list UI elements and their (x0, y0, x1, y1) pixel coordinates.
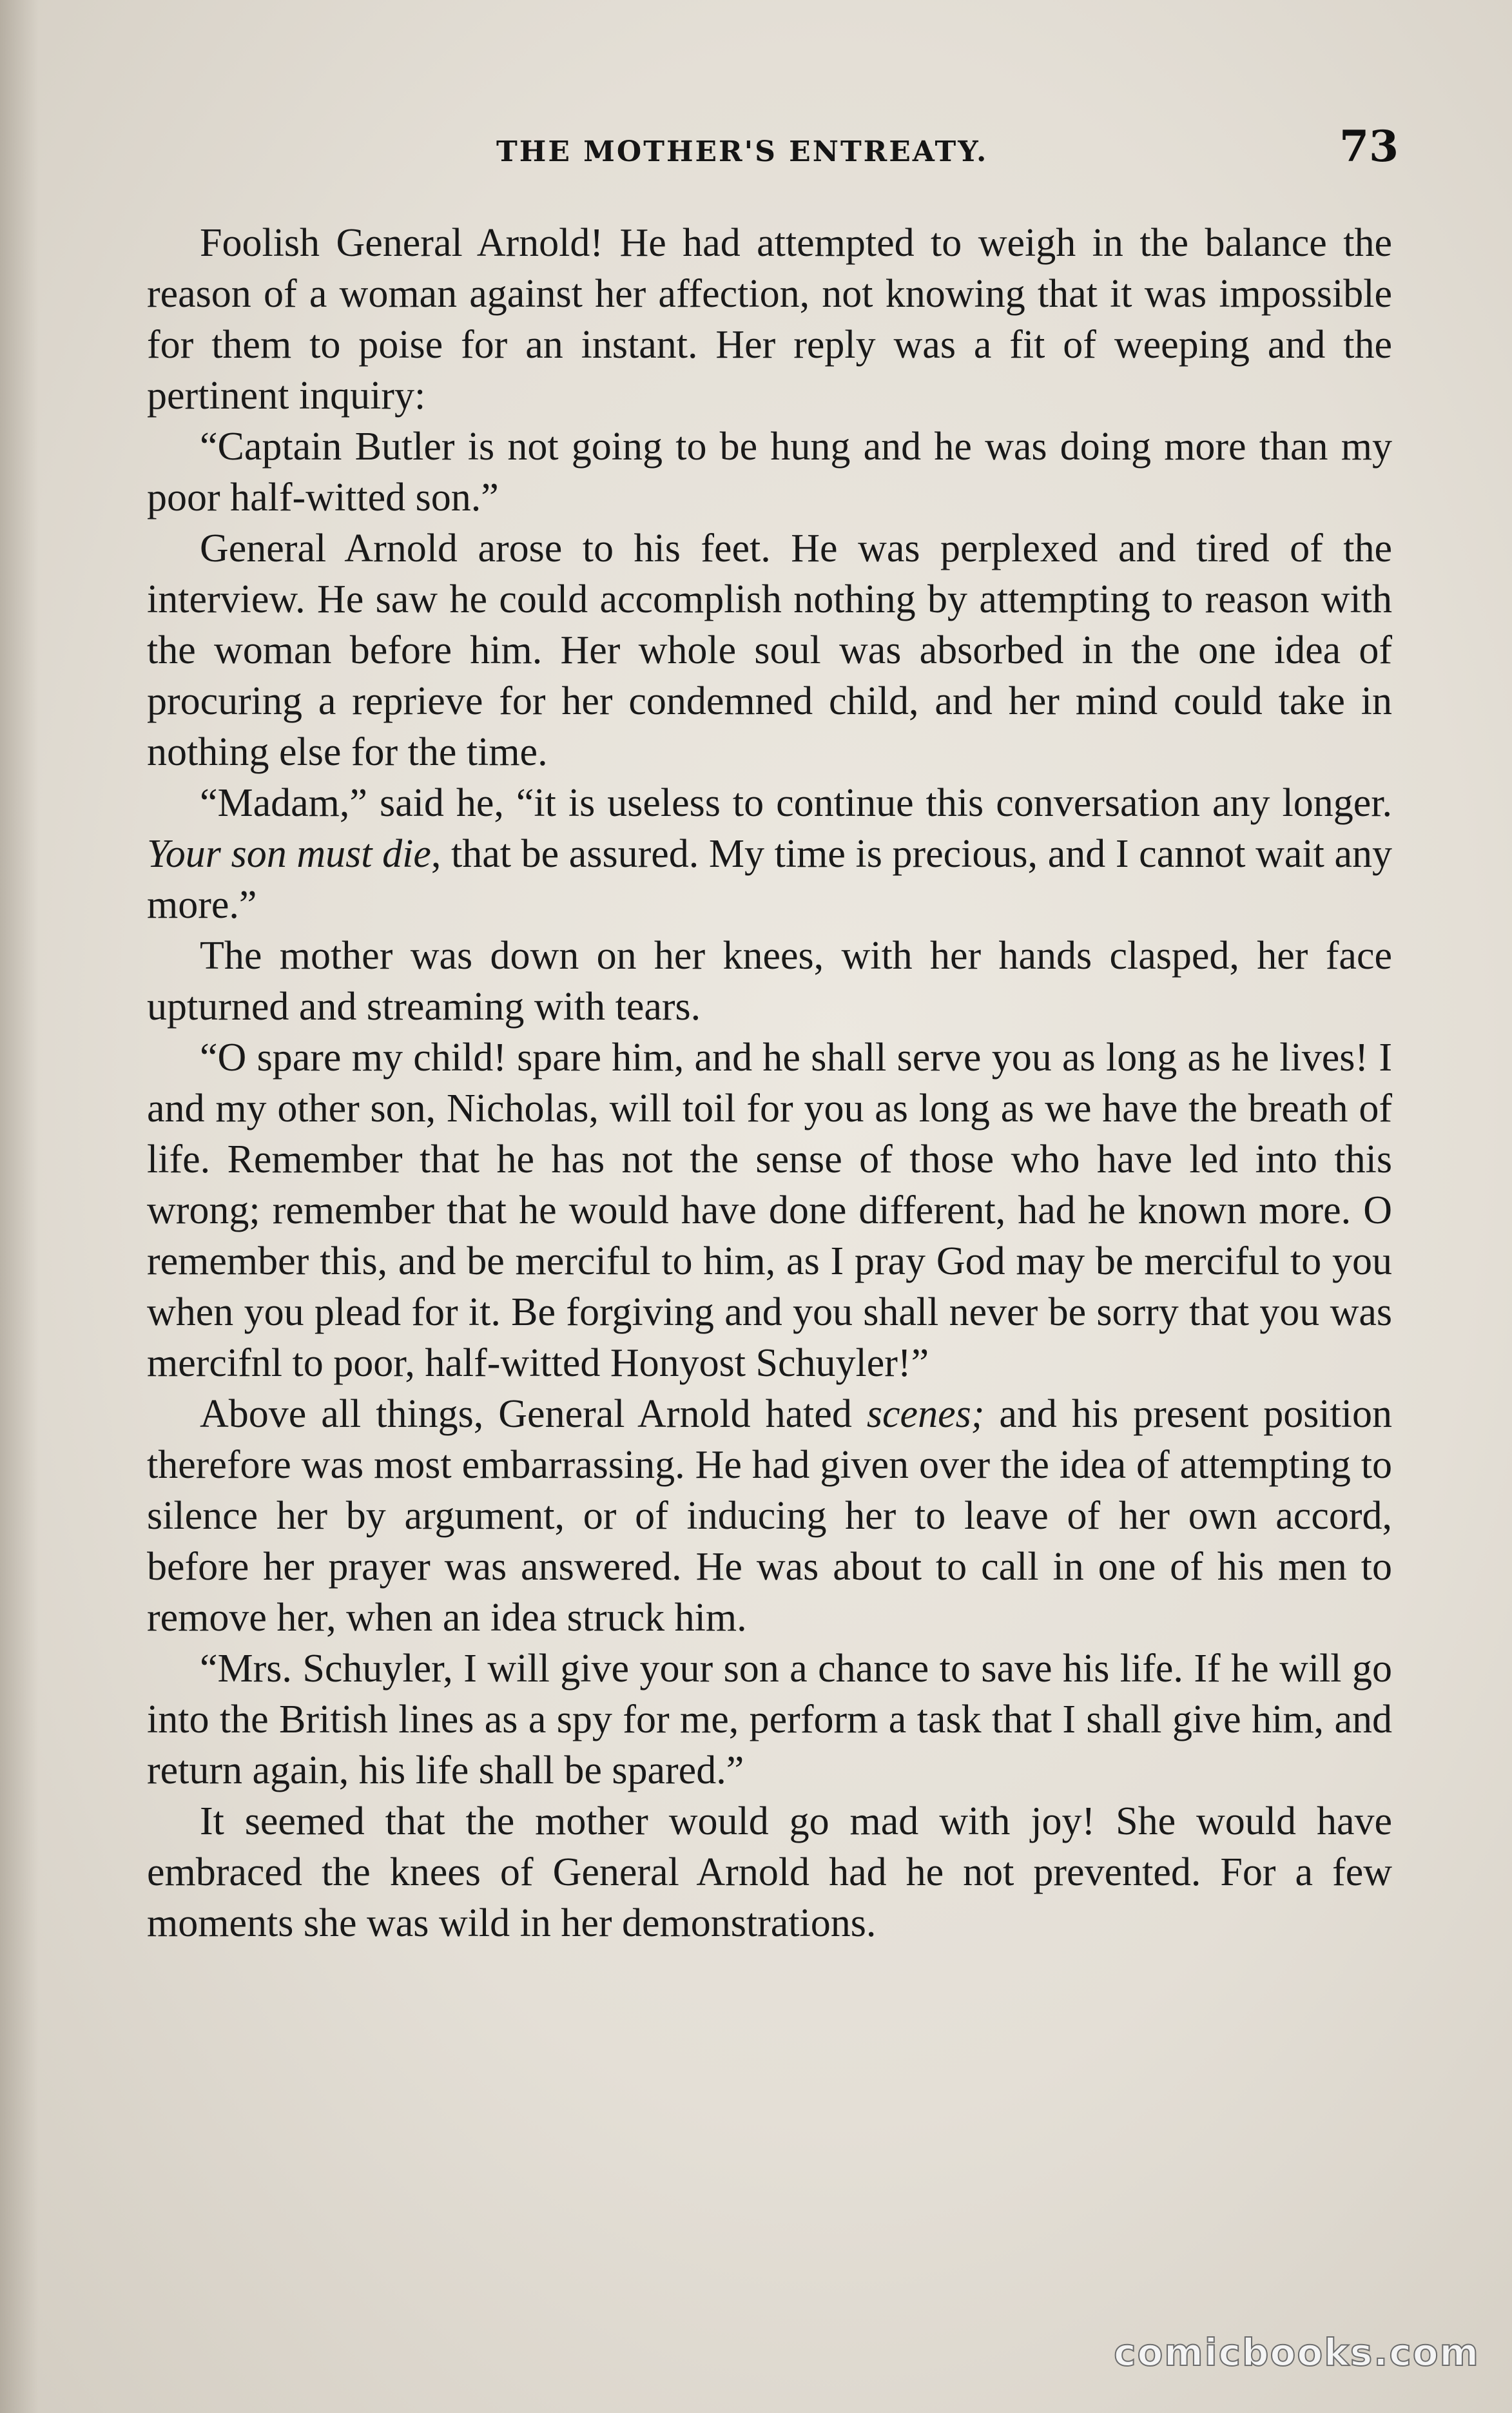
paragraph (147, 778, 1392, 931)
body-text (147, 218, 1392, 1949)
page-number: 73 (1339, 121, 1399, 171)
paragraph (147, 1389, 1392, 1643)
paragraph-text: “Madam,” said he, “it is useless to continue this conversation any longer. (200, 781, 1392, 825)
emphasis-text: scenes; (866, 1392, 985, 1436)
paragraph: General Arnold arose to his feet. He was perplexed and tired of the interview. He saw he could accomplish nothing by attempting to reason with the woman before him. Her whole soul was absorbed in the one idea of procuring a reprieve for her condemned child, and her mind could take in nothing else for the time. (147, 527, 1392, 774)
paragraph-text: , that be assured. My time is precious, and I cannot wait any more.” (147, 832, 1392, 927)
paragraph: The mother was down on her knees, with her hands clasped, her face upturned and streaming with tears. (147, 934, 1392, 1029)
emphasis-text: Your son must die (147, 832, 431, 876)
running-head: THE MOTHER'S ENTREATY. (496, 135, 989, 168)
watermark: comicbooks.com (1114, 2331, 1480, 2374)
paragraph: Foolish General Arnold! He had attempted to weigh in the balance the reason of a woman against her affection, not knowing that it was impossible for them to poise for an instant. Her reply was a fit of weeping and the pertinent inquiry: (147, 221, 1392, 418)
paragraph: “O spare my child! spare him, and he shall serve you as long as he lives! I and my other son, Nicholas, will toil for you as long as we have the breath of life. Remember that he has not the sense of those who have led into this wrong; remember that he would have done different, had he known more. O remember this, and be merciful to him, as I pray God may be merciful to you when you plead for it. Be forgiving and you shall never be sorry that you was mercifnl to poor, half-witted Honyost Schuyler!” (147, 1036, 1392, 1385)
paragraph-text: Above all things, General Arnold hated (200, 1392, 867, 1436)
paragraph: It seemed that the mother would go mad with joy! She would have embraced the knees of General Arnold had he not prevented. For a few moments she was wild in her demonstrations. (147, 1799, 1392, 1945)
page-header (148, 110, 1399, 187)
paragraph: “Mrs. Schuyler, I will give your son a chance to save his life. If he will go into the British lines as a spy for me, perform a task that I shall give him, and return again, his life shall be spared.” (147, 1647, 1392, 1792)
paragraph-text: and his present position therefore was most embarrassing. He had given over the idea of attempting to silence her by argument, or of inducing her to leave of her own accord, before her prayer was answered. He was about to call in one of his men to remove her, when an idea struck him. (147, 1392, 1392, 1640)
page-edge-shadow (0, 0, 39, 2413)
paragraph: “Captain Butler is not going to be hung and he was doing more than my poor half-witted son.” (147, 425, 1392, 519)
